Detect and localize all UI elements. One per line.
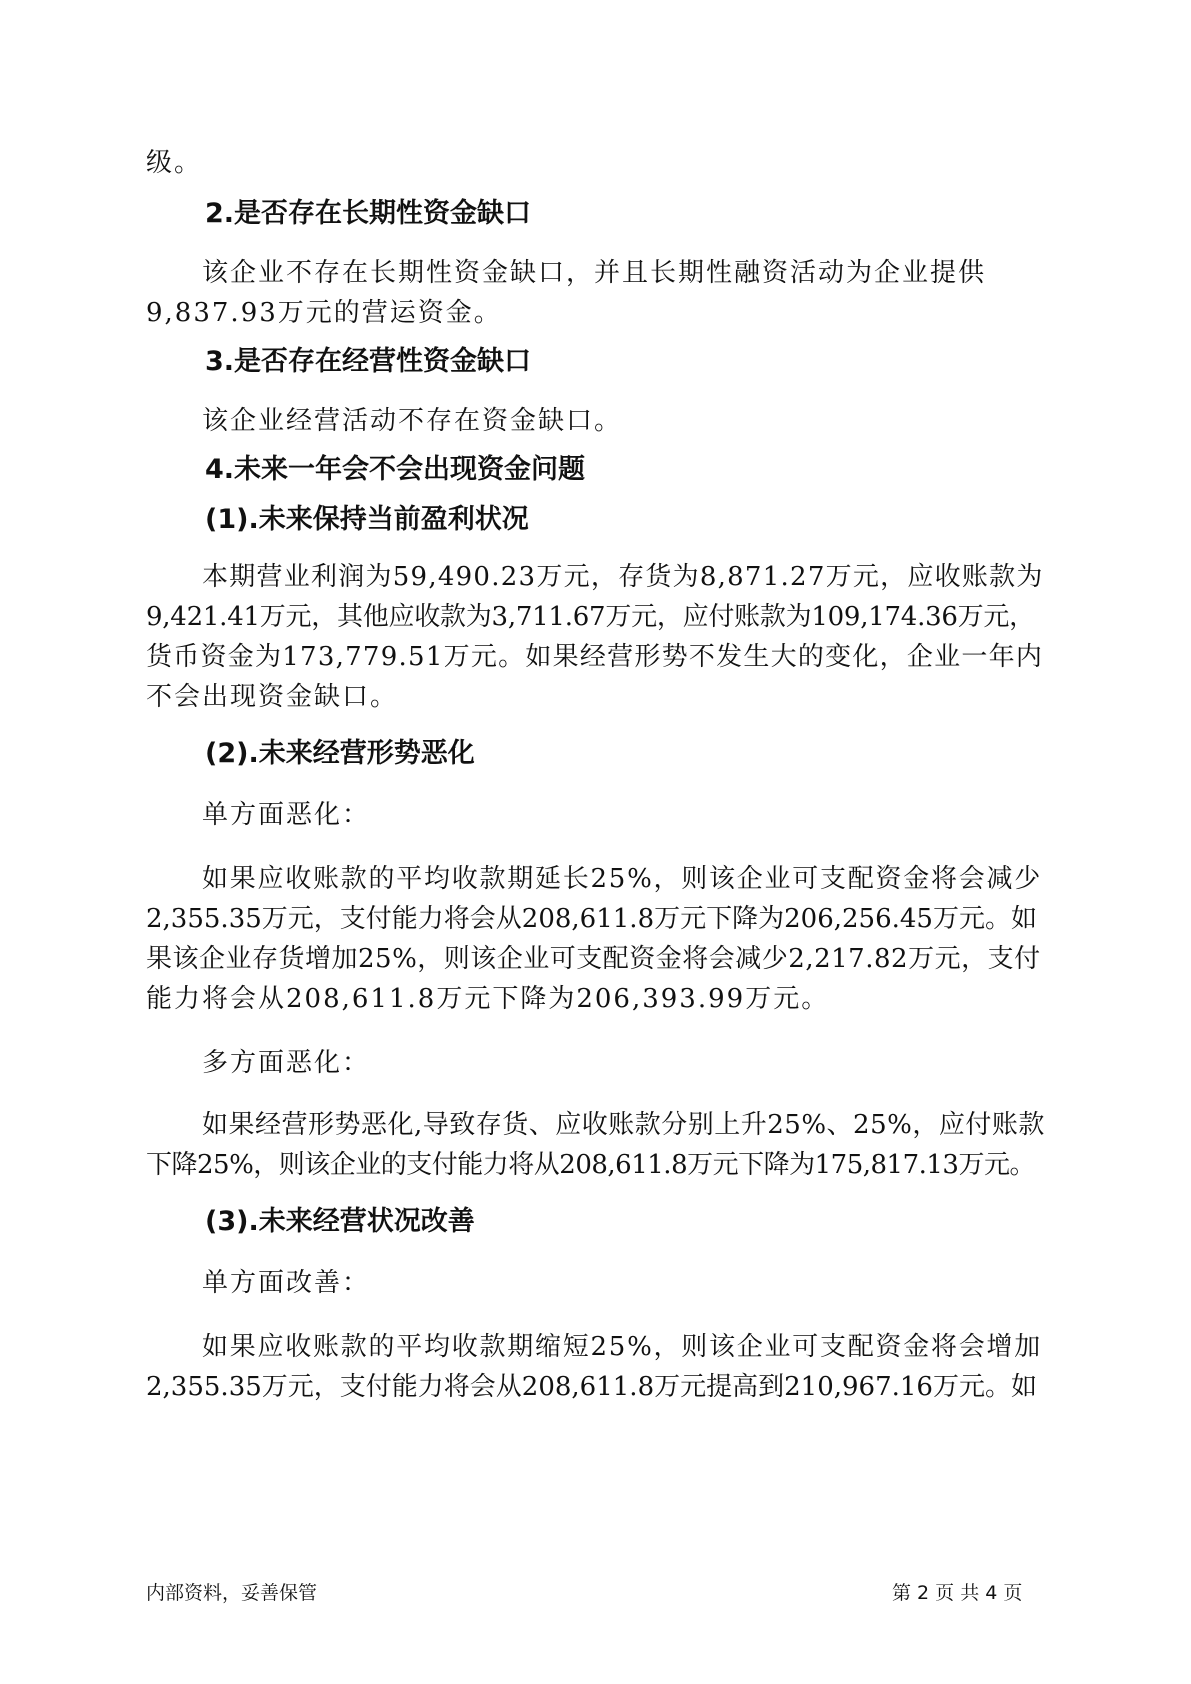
paragraph-line: 该企业不存在长期性资金缺口，并且长期性融资活动为企业提供 <box>202 258 987 288</box>
paragraph-line: 级。 <box>146 148 203 178</box>
paragraph-line: 能力将会从208,611.8万元下降为206,393.99万元。 <box>146 984 830 1014</box>
section-heading-4: 4.未来一年会不会出现资金问题 <box>205 454 586 485</box>
paragraph-line: 多方面恶化： <box>202 1048 371 1078</box>
section-heading-3: 3.是否存在经营性资金缺口 <box>205 346 532 377</box>
paragraph-line: 下降25%，则该企业的支付能力将从208,611.8万元下降为175,817.13万元。 <box>146 1150 1035 1180</box>
paragraph-line: 如果应收账款的平均收款期延长25%，则该企业可支配资金将会减少 <box>202 864 1043 894</box>
paragraph-line: 单方面恶化： <box>202 800 371 830</box>
paragraph-line: 9,837.93万元的营运资金。 <box>146 298 502 328</box>
paragraph-line: 不会出现资金缺口。 <box>146 682 399 712</box>
paragraph-line: 2,355.35万元，支付能力将会从208,611.8万元下降为206,256.45万元。如 <box>146 904 1037 934</box>
subsection-heading-2: (2).未来经营形势恶化 <box>205 738 475 769</box>
section-heading-2: 2.是否存在长期性资金缺口 <box>205 198 532 229</box>
paragraph-line: 如果经营形势恶化,导致存货、应收账款分别上升25%、25%，应付账款 <box>202 1110 1045 1140</box>
paragraph-line: 货币资金为173,779.51万元。如果经营形势不发生大的变化，企业一年内 <box>146 642 1044 672</box>
footer-page-number: 第 2 页 共 4 页 <box>892 1582 1023 1604</box>
paragraph-line: 如果应收账款的平均收款期缩短25%，则该企业可支配资金将会增加 <box>202 1332 1043 1362</box>
subsection-heading-1: (1).未来保持当前盈利状况 <box>205 504 529 535</box>
paragraph-line: 果该企业存货增加25%，则该企业可支配资金将会减少2,217.82万元，支付 <box>146 944 1041 974</box>
subsection-heading-3: (3).未来经营状况改善 <box>205 1206 475 1237</box>
paragraph-line: 9,421.41万元，其他应收款为3,711.67万元，应付账款为109,174.36万元， <box>146 602 1035 632</box>
paragraph-line: 该企业经营活动不存在资金缺口。 <box>202 406 623 436</box>
footer-confidential-note: 内部资料，妥善保管 <box>146 1582 318 1604</box>
paragraph-line: 单方面改善： <box>202 1268 371 1298</box>
paragraph-line: 本期营业利润为59,490.23万元，存货为8,871.27万元，应收账款为 <box>202 562 1044 592</box>
paragraph-line: 2,355.35万元，支付能力将会从208,611.8万元提高到210,967.16万元。如 <box>146 1372 1037 1402</box>
